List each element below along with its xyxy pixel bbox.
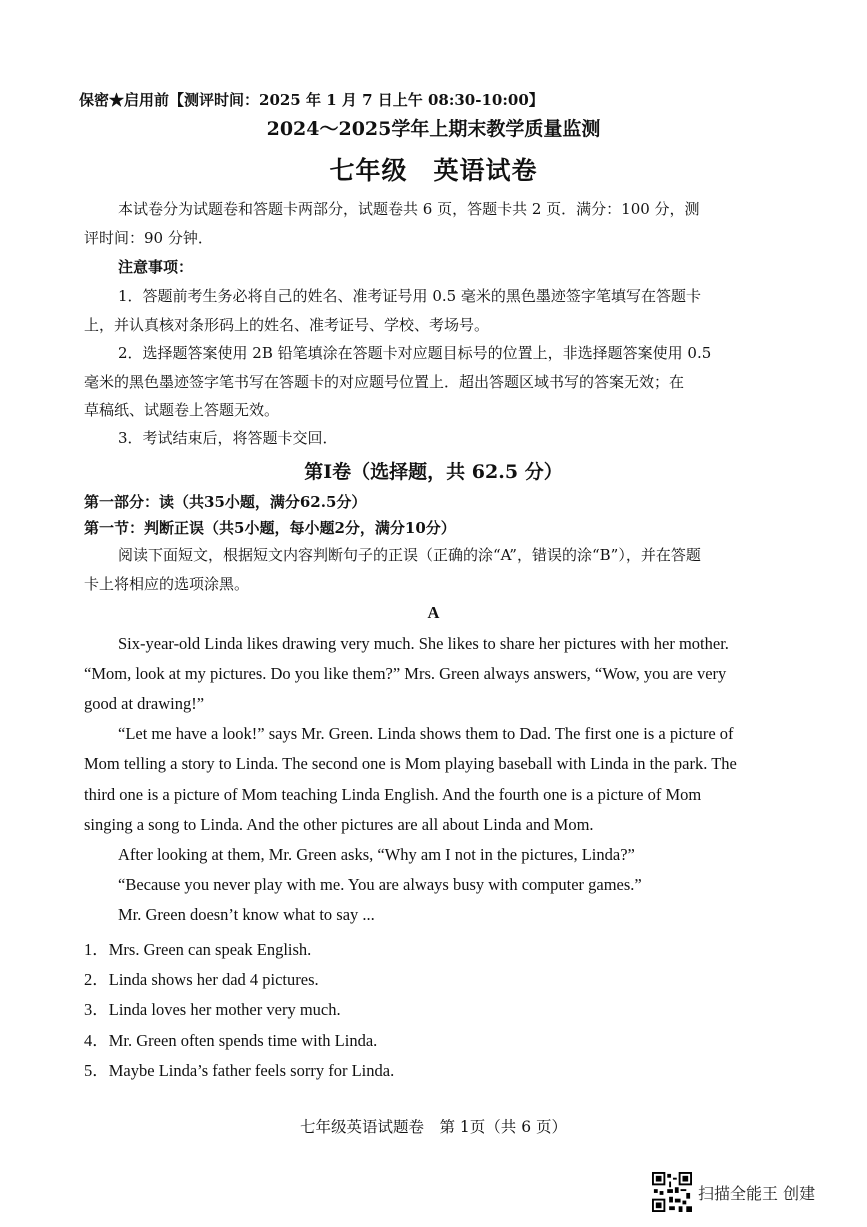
passage-line: Six-year-old Linda likes drawing very much. She likes to share her pictures with her mother.	[118, 634, 729, 653]
passage-line: After looking at them, Mr. Green asks, “Why am I not in the pictures, Linda?”	[118, 845, 635, 864]
subject-title: 七年级 英语试卷	[329, 156, 538, 185]
notes-heading: 注意事项：	[118, 258, 194, 276]
passage-line: “Because you never play with me. You are always busy with computer games.”	[118, 875, 642, 894]
note-3: 3．考试结束后，将答题卡交回．	[118, 429, 338, 447]
intro-line-2: 评时间：90 分钟．	[84, 229, 213, 247]
note-1-line-a: 1．答题前考生务必将自己的姓名、准考证号用 0.5 毫米的黑色墨迹签字笔填写在答题卡	[118, 287, 701, 305]
qr-code-icon	[652, 1172, 692, 1212]
intro-line-1: 本试卷分为试题卷和答题卡两部分，试题卷共 6 页，答题卡共 2 页．满分：100 分，测	[118, 200, 700, 218]
page-footer: 七年级英语试题卷 第 1页（共 6 页）	[299, 1118, 567, 1136]
part-1-heading: 第一部分：读（共35小题，满分62.5分）	[84, 493, 367, 511]
scanner-watermark	[652, 1172, 815, 1212]
note-1-line-b: 上，并认真核对条形码上的姓名、准考证号、学校、考场号。	[84, 316, 490, 334]
instruction-line-b: 卡上将相应的选项涂黑。	[84, 575, 250, 593]
question-item: 4．Mr. Green often spends time with Linda.	[84, 1031, 378, 1050]
note-2-line-c: 草稿纸、试题卷上答题无效。	[84, 401, 280, 419]
question-item: 1．Mrs. Green can speak English.	[84, 940, 312, 959]
passage-line: good at drawing!”	[84, 694, 205, 713]
passage-label: A	[427, 603, 440, 622]
volume-title: 第Ⅰ卷（选择题，共 62.5 分）	[304, 461, 563, 483]
question-item: 3．Linda loves her mother very much.	[84, 1000, 341, 1019]
note-2-line-a: 2．选择题答案使用 2B 铅笔填涂在答题卡对应题目标号的位置上，非选择题答案使用 0.5	[118, 344, 712, 362]
passage-line: “Let me have a look!” says Mr. Green. Linda shows them to Dad. The first one is a picture of	[118, 724, 734, 743]
instruction-line-a: 阅读下面短文，根据短文内容判断句子的正误（正确的涂“A”，错误的涂“B”），并在答题	[118, 546, 701, 564]
passage-line: Mr. Green doesn’t know what to say ...	[118, 905, 375, 924]
passage-line: singing a song to Linda. And the other pictures are all about Linda and Mom.	[84, 815, 594, 834]
confidential-line: 保密★启用前【测评时间：2025 年 1 月 7 日上午 08:30-10:00】	[79, 91, 544, 109]
passage-line: Mom telling a story to Linda. The second one is Mom playing baseball with Linda in the park. The	[84, 754, 737, 773]
passage-line: third one is a picture of Mom teaching Linda English. And the fourth one is a picture of Mom	[84, 785, 702, 804]
question-item: 2．Linda shows her dad 4 pictures.	[84, 970, 319, 989]
scanner-label: 扫描全能王 创建	[698, 1183, 816, 1203]
exam-title: 2024～2025学年上期末教学质量监测	[266, 118, 601, 140]
section-1-heading: 第一节：判断正误（共5小题，每小题2分，满分10分）	[84, 519, 456, 537]
passage-line: “Mom, look at my pictures. Do you like them?” Mrs. Green always answers, “Wow, you are very	[84, 664, 727, 683]
note-2-line-b: 毫米的黑色墨迹签字笔书写在答题卡的对应题号位置上．超出答题区域书写的答案无效；在	[84, 373, 685, 391]
question-item: 5．Maybe Linda’s father feels sorry for Linda.	[84, 1061, 395, 1080]
